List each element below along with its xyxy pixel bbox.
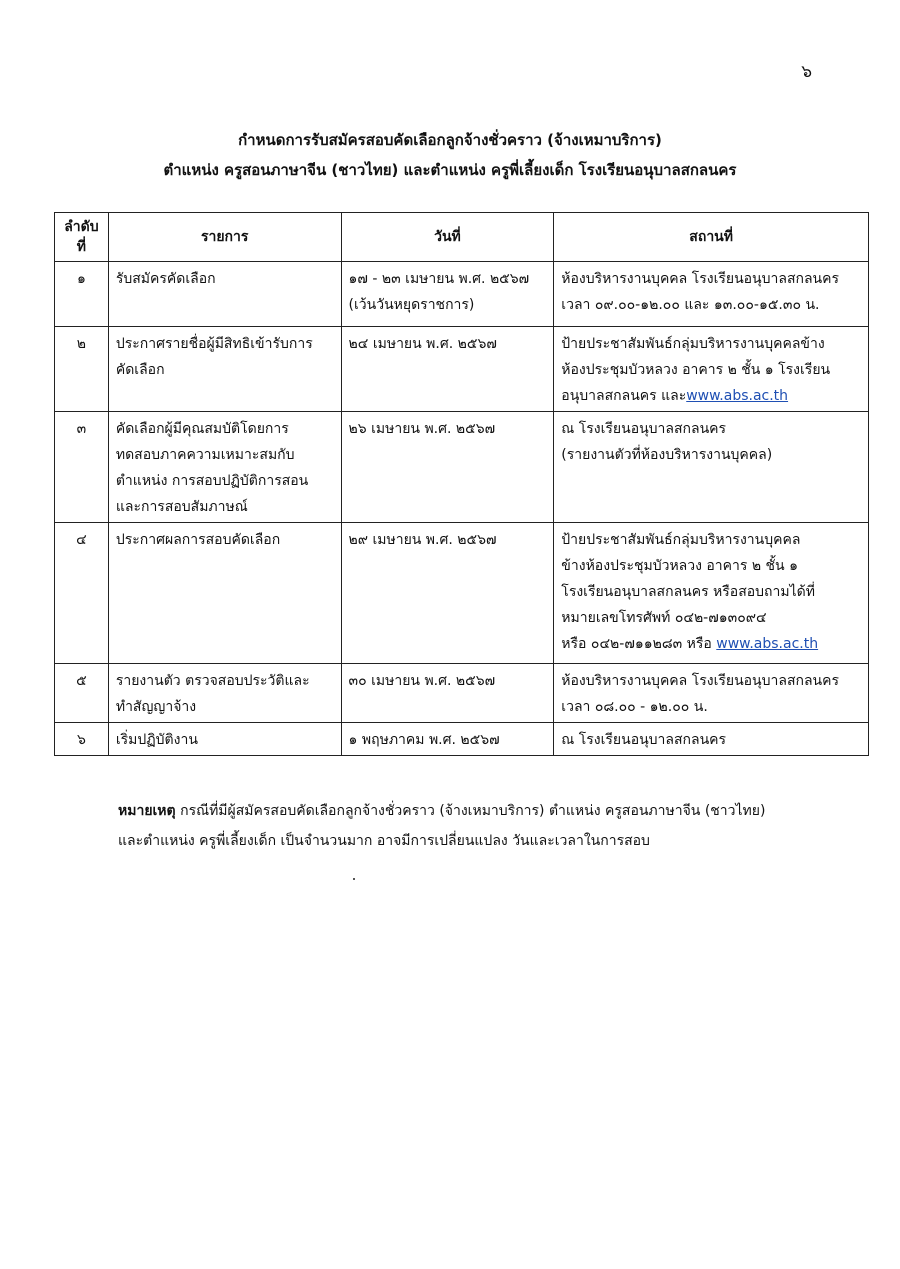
footnote bbox=[118, 796, 838, 856]
footnote-line bbox=[118, 796, 838, 826]
footnote-text: กรณีที่มีผู้สมัครสอบคัดเลือกลูกจ้างชั่วคราว (จ้างเหมาบริการ) ตำแหน่ง ครูสอนภาษาจีน (ชาวไทย) bbox=[175, 803, 766, 819]
row-date-line: ๒๔ เมษายน พ.ศ. ๒๕๖๗ bbox=[348, 336, 497, 352]
row-date-line: ๑๗ - ๒๓ เมษายน พ.ศ. ๒๕๖๗ bbox=[348, 271, 530, 287]
row-date-line: ๓๐ เมษายน พ.ศ. ๒๕๖๗ bbox=[348, 673, 496, 689]
website-link[interactable]: www.abs.ac.th bbox=[686, 388, 789, 404]
table-header-row bbox=[55, 213, 869, 262]
row-date bbox=[341, 523, 554, 664]
row-date-line: ๒๖ เมษายน พ.ศ. ๒๕๖๗ bbox=[348, 421, 496, 437]
row-place-line bbox=[561, 383, 861, 409]
row-place-text: หรือ ๐๔๒-๗๑๑๒๘๓ หรือ bbox=[561, 636, 717, 652]
row-date bbox=[341, 723, 554, 756]
website-link[interactable]: www.abs.ac.th bbox=[716, 636, 819, 652]
row-item bbox=[108, 723, 341, 756]
row-item bbox=[108, 523, 341, 664]
table-row bbox=[55, 723, 869, 756]
row-item-line: เริ่มปฏิบัติงาน bbox=[115, 732, 198, 748]
header-item: รายการ bbox=[108, 213, 341, 262]
row-item-line: รายงานตัว ตรวจสอบประวัติและ bbox=[115, 673, 310, 689]
row-item-line: และการสอบสัมภาษณ์ bbox=[115, 499, 248, 515]
table-row bbox=[55, 412, 869, 523]
header-order bbox=[55, 213, 109, 262]
row-number: ๒ bbox=[55, 327, 109, 412]
row-item bbox=[108, 664, 341, 723]
schedule-table bbox=[54, 212, 869, 756]
row-date bbox=[341, 664, 554, 723]
row-place-line: ณ โรงเรียนอนุบาลสกลนคร bbox=[561, 421, 727, 437]
scan-speck bbox=[353, 878, 355, 880]
row-place-line: ข้างห้องประชุมบัวหลวง อาคาร ๒ ชั้น ๑ bbox=[561, 558, 798, 574]
row-date bbox=[341, 327, 554, 412]
row-place-line: โรงเรียนอนุบาลสกลนคร หรือสอบถามได้ที่ bbox=[561, 584, 815, 600]
row-item-line: ประกาศผลการสอบคัดเลือก bbox=[115, 532, 281, 548]
row-number: ๔ bbox=[55, 523, 109, 664]
row-item-line: ตำแหน่ง การสอบปฏิบัติการสอน bbox=[115, 473, 309, 489]
row-date bbox=[341, 412, 554, 523]
table-row bbox=[55, 262, 869, 327]
header-place: สถานที่ bbox=[554, 213, 869, 262]
row-place-line: ห้องบริหารงานบุคคล โรงเรียนอนุบาลสกลนคร bbox=[561, 271, 840, 287]
row-place bbox=[554, 327, 869, 412]
row-place-line: หมายเลขโทรศัพท์ ๐๔๒-๗๑๓๐๙๔ bbox=[561, 610, 767, 626]
row-date-line: (เว้นวันหยุดราชการ) bbox=[348, 297, 475, 313]
table-row bbox=[55, 327, 869, 412]
row-item-line: คัดเลือก bbox=[115, 362, 165, 378]
row-place-line: (รายงานตัวที่ห้องบริหารงานบุคคล) bbox=[561, 447, 773, 463]
table-row bbox=[55, 664, 869, 723]
row-number: ๓ bbox=[55, 412, 109, 523]
row-place-line: เวลา ๐๙.๐๐-๑๒.๐๐ และ ๑๓.๐๐-๑๕.๓๐ น. bbox=[561, 297, 820, 313]
row-item-line: คัดเลือกผู้มีคุณสมบัติโดยการ bbox=[115, 421, 289, 437]
row-item-line: ทดสอบภาคความเหมาะสมกับ bbox=[115, 447, 295, 463]
row-place bbox=[554, 723, 869, 756]
row-place-line: ห้องบริหารงานบุคคล โรงเรียนอนุบาลสกลนคร bbox=[561, 673, 840, 689]
row-place-line: ป้ายประชาสัมพันธ์กลุ่มบริหารงานบุคคล bbox=[561, 532, 801, 548]
row-item-line: รับสมัครคัดเลือก bbox=[115, 271, 216, 287]
header-order-line1: ลำดับ bbox=[64, 219, 99, 235]
row-place-line bbox=[561, 631, 861, 657]
row-item bbox=[108, 327, 341, 412]
footnote-line: และตำแหน่ง ครูพี่เลี้ยงเด็ก เป็นจำนวนมาก อาจมีการเปลี่ยนแปลง วันและเวลาในการสอบ bbox=[118, 833, 650, 849]
row-place bbox=[554, 523, 869, 664]
document-subtitle: ตำแหน่ง ครูสอนภาษาจีน (ชาวไทย) และตำแหน่ง ครูพี่เลี้ยงเด็ก โรงเรียนอนุบาลสกลนคร bbox=[163, 161, 737, 179]
row-number: ๕ bbox=[55, 664, 109, 723]
row-date-line: ๒๙ เมษายน พ.ศ. ๒๕๖๗ bbox=[348, 532, 497, 548]
document-title: กำหนดการรับสมัครสอบคัดเลือกลูกจ้างชั่วคราว (จ้างเหมาบริการ) bbox=[238, 131, 662, 149]
header-date: วันที่ bbox=[341, 213, 554, 262]
row-item-line: ประกาศรายชื่อผู้มีสิทธิเข้ารับการ bbox=[115, 336, 313, 352]
row-item-line: ทำสัญญาจ้าง bbox=[115, 699, 197, 715]
row-number: ๑ bbox=[55, 262, 109, 327]
row-date bbox=[341, 262, 554, 327]
footnote-label: หมายเหตุ bbox=[118, 803, 176, 819]
row-date-line: ๑ พฤษภาคม พ.ศ. ๒๕๖๗ bbox=[348, 732, 500, 748]
row-item bbox=[108, 412, 341, 523]
row-place-line: เวลา ๐๘.๐๐ - ๑๒.๐๐ น. bbox=[561, 699, 708, 715]
row-place bbox=[554, 664, 869, 723]
row-place-line: ป้ายประชาสัมพันธ์กลุ่มบริหารงานบุคคลข้าง bbox=[561, 336, 825, 352]
row-place-line: ณ โรงเรียนอนุบาลสกลนคร bbox=[561, 732, 727, 748]
row-place-line: ห้องประชุมบัวหลวง อาคาร ๒ ชั้น ๑ โรงเรียน bbox=[561, 362, 831, 378]
row-place-text: อนุบาลสกลนคร และ bbox=[561, 388, 687, 404]
row-place bbox=[554, 412, 869, 523]
header-order-line2: ที่ bbox=[76, 239, 87, 255]
page-number: ๖ bbox=[801, 62, 812, 82]
row-place bbox=[554, 262, 869, 327]
row-item bbox=[108, 262, 341, 327]
row-number: ๖ bbox=[55, 723, 109, 756]
table-row bbox=[55, 523, 869, 664]
